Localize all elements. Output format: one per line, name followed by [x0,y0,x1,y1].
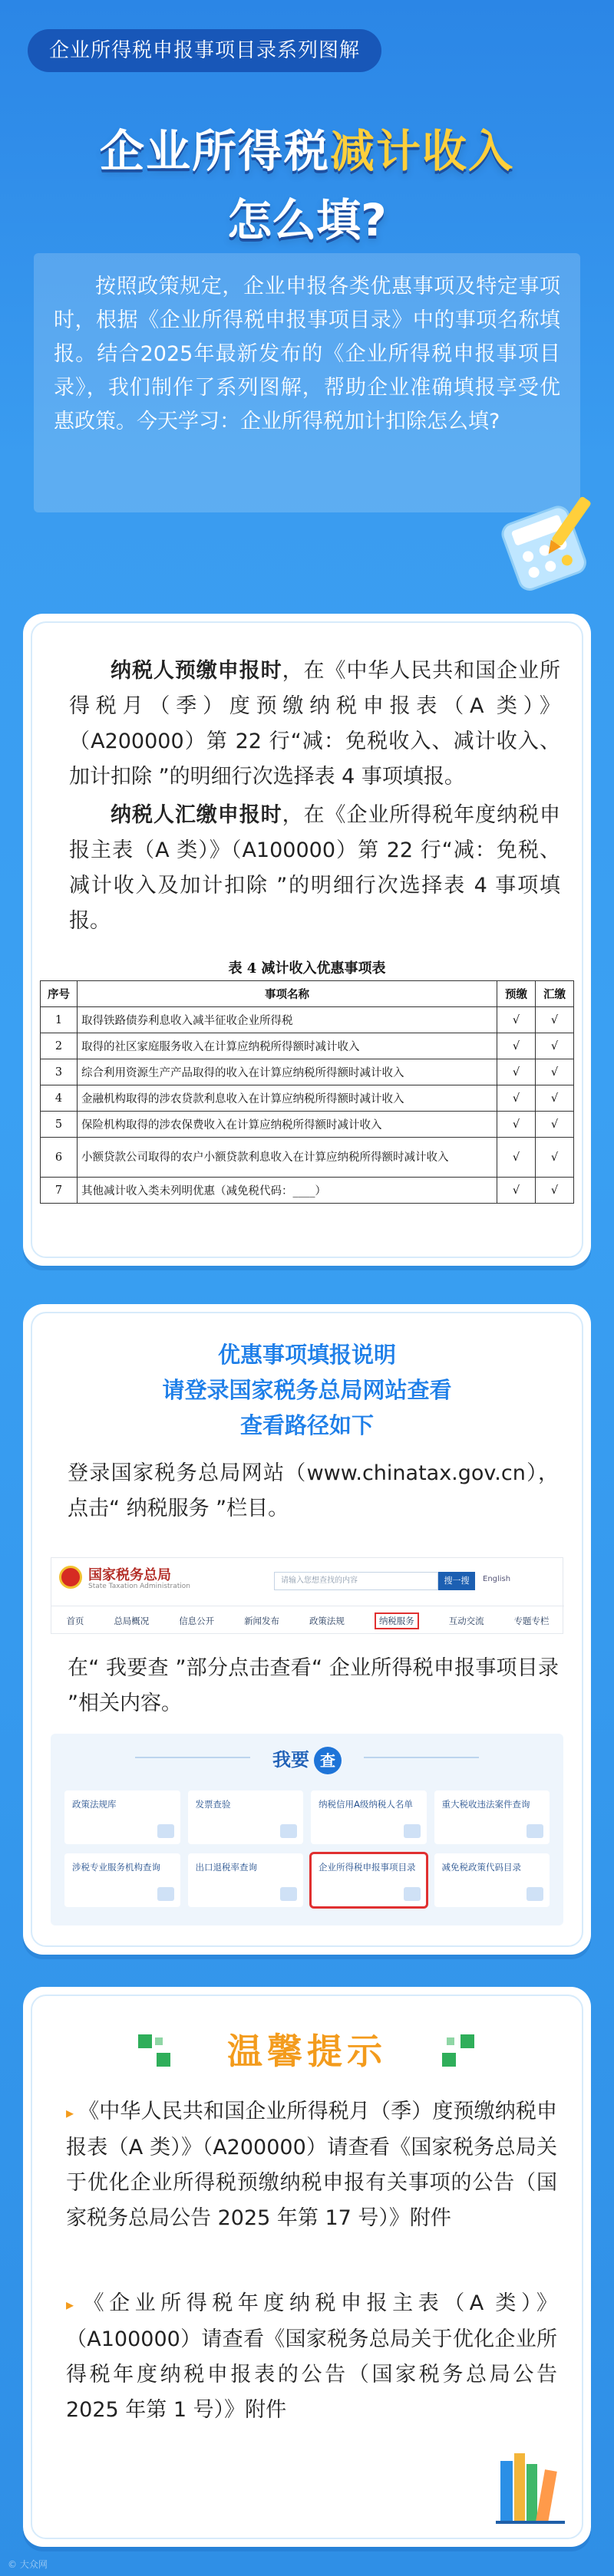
tip-2-text: 《企业所得税年度纳税申报主表（A 类）》（A100000）请查看《国家税务总局关于优化企业所得税年度纳税申报表的公告（国家税务总局公告 2025 年第 1 号）》附件 [66,2291,557,2422]
nav-news[interactable]: 新闻发布 [244,1615,280,1626]
nav-overview[interactable]: 总局概况 [114,1615,150,1626]
query-item[interactable] [434,1790,550,1844]
row-annual: √ [536,1085,574,1112]
row-no: 4 [41,1085,78,1112]
website-screenshot [51,1557,563,1634]
prepay-paragraph [69,654,560,795]
query-panel [51,1734,563,1925]
row-prepay: √ [497,1178,536,1204]
instructions-path-title: 查看路径如下 [239,1412,374,1438]
document-icon [527,1887,543,1901]
tip-1 [66,2094,557,2236]
query-item-label: 纳税信用A级纳税人名单 [319,1799,413,1810]
instructions-subtitle: 请登录国家税务总局网站查看 [162,1377,452,1403]
query-item[interactable] [311,1790,427,1844]
table-row [41,1033,574,1059]
row-no: 7 [41,1178,78,1204]
row-no: 3 [41,1059,78,1085]
query-item-highlighted[interactable] [311,1853,427,1907]
instructions-card [23,1304,591,1955]
query-panel-title [51,1744,563,1774]
table-title: 表 4 减计收入优惠事项表 [228,960,386,977]
document-icon [404,1887,421,1901]
site-language-link[interactable]: English [483,1575,511,1583]
row-prepay: √ [497,1059,536,1085]
query-item[interactable] [188,1853,304,1907]
query-item-label: 重大税收违法案件查询 [441,1799,530,1810]
nav-tax-service[interactable]: 纳税服务 [375,1612,419,1629]
tips-card [23,1987,591,2547]
annual-text: ，在《企业所得税年度纳税申报主表（A 类）》（A100000）第 22 行“减：免税、减计收入及加计扣除 ”的明细行次选择表 4 事项填报。 [69,803,561,933]
query-badge: 查 [314,1747,342,1774]
row-name: 取得的社区家庭服务收入在计算应纳税所得额时减计收入 [78,1033,497,1059]
document-icon [527,1824,543,1838]
row-annual: √ [536,1112,574,1138]
tip-1-text: 《中华人民共和国企业所得税月（季）度预缴纳税申报表（A 类）》（A200000）请查看《国家税务总局关于优化企业所得税预缴纳税申报有关事项的公告（国家税务总局公告 2025 年第 17 号）》附件 [66,2100,557,2230]
arrow-icon: ▸ [66,2103,74,2122]
national-emblem-icon [59,1566,82,1589]
nav-special[interactable]: 专题专栏 [513,1615,550,1626]
col-annual: 汇缴 [536,981,574,1007]
row-no: 6 [41,1138,78,1178]
document-icon [404,1824,421,1838]
site-subtitle: State Taxation Administration [88,1583,191,1590]
site-search-input[interactable]: 请输入您想查找的内容 [274,1572,438,1590]
query-item[interactable] [64,1790,180,1844]
row-name: 金融机构取得的涉农贷款利息收入在计算应纳税所得额时减计收入 [78,1085,497,1112]
series-tag: 企业所得税申报事项目录系列图解 [28,29,381,72]
document-icon [280,1887,297,1901]
query-item[interactable] [64,1853,180,1907]
row-no: 1 [41,1007,78,1033]
title-highlight: 减计收入 [330,125,515,177]
reduction-items-table [40,980,574,1204]
table-row [41,1178,574,1204]
site-header [51,1558,564,1606]
query-item-label: 政策法规库 [72,1799,117,1810]
header [0,0,614,552]
tip-2 [66,2286,557,2428]
decorative-squares-icon [442,2034,476,2068]
query-item-label: 企业所得税申报事项目录 [319,1862,416,1873]
row-annual: √ [536,1059,574,1085]
page-title-line2: 怎么填? [227,194,387,246]
table-row [41,1138,574,1178]
site-nav [51,1606,564,1635]
footer-watermark: © 大众网 [8,2559,48,2570]
books-icon [496,2447,565,2524]
query-item-label: 涉税专业服务机构查询 [72,1862,160,1873]
query-item[interactable] [188,1790,304,1844]
document-icon [280,1824,297,1838]
col-prepay: 预缴 [497,981,536,1007]
prepay-text: ，在《中华人民共和国企业所得税月（季）度预缴纳税申报表（A 类）》（A200000）第 22 行“减：免税收入、减计收入、加计扣除 ”的明细行次选择表 4 事项填报。 [69,659,561,789]
prepay-label: 纳税人预缴申报时 [111,659,282,683]
row-prepay: √ [497,1007,536,1033]
row-prepay: √ [497,1112,536,1138]
col-no: 序号 [41,981,78,1007]
title-part1: 企业所得税 [99,125,330,177]
table-row [41,1007,574,1033]
instructions-title: 优惠事项填报说明 [217,1342,396,1368]
tips-title: 温馨提示 [227,2031,387,2072]
site-name: 国家税务总局 [88,1567,171,1583]
annual-label: 纳税人汇缴申报时 [111,803,282,827]
query-item-label: 发票查验 [195,1799,231,1810]
annual-paragraph [69,798,560,939]
row-annual: √ [536,1178,574,1204]
site-search-button[interactable]: 搜一搜 [438,1572,475,1590]
row-name: 保险机构取得的涉农保费收入在计算应纳税所得额时减计收入 [78,1112,497,1138]
row-name: 综合利用资源生产产品取得的收入在计算应纳税所得额时减计收入 [78,1059,497,1085]
query-item-label: 出口退税率查询 [195,1862,257,1873]
table-row [41,1085,574,1112]
table-row [41,1112,574,1138]
col-name: 事项名称 [78,981,497,1007]
declaration-card [23,614,591,1266]
query-title-text: 我要 [272,1749,309,1771]
row-prepay: √ [497,1138,536,1178]
document-icon [157,1824,174,1838]
nav-policy[interactable]: 政策法规 [309,1615,345,1626]
row-name: 小额贷款公司取得的农户小额贷款利息收入在计算应纳税所得额时减计收入 [78,1138,497,1178]
intro-text: 按照政策规定，企业申报各类优惠事项及特定事项时，根据《企业所得税申报事项目录》中的事项名称填报。结合2025年最新发布的《企业所得税申报事项目录》，我们制作了系列图解，帮助企业准确填报享受优惠政策。今天学习：企业所得税加计扣除怎么填? [34,253,580,512]
nav-info[interactable]: 信息公开 [179,1615,215,1626]
row-name: 其他减计收入类未列明优惠（减免税代码：____） [78,1178,497,1204]
row-annual: √ [536,1007,574,1033]
row-prepay: √ [497,1085,536,1112]
step1-text: 登录国家税务总局网站（www.chinatax.gov.cn），点击“ 纳税服务 ”栏目。 [68,1461,559,1520]
nav-interaction[interactable]: 互动交流 [448,1615,484,1626]
row-prepay: √ [497,1033,536,1059]
table-header-row [41,981,574,1007]
nav-home[interactable]: 首页 [66,1615,84,1626]
query-grid [64,1790,550,1907]
query-item[interactable] [434,1853,550,1907]
query-item-label: 减免税政策代码目录 [441,1862,521,1873]
row-no: 5 [41,1112,78,1138]
document-icon [157,1887,174,1901]
table-row [41,1059,574,1085]
arrow-icon: ▸ [66,2295,74,2314]
step2-text: 在“ 我要查 ”部分点击查看“ 企业所得税申报事项目录 ”相关内容。 [68,1656,559,1715]
page-title [0,115,614,180]
row-annual: √ [536,1138,574,1178]
row-name: 取得铁路债券利息收入减半征收企业所得税 [78,1007,497,1033]
calculator-icon [485,491,600,598]
row-no: 2 [41,1033,78,1059]
row-annual: √ [536,1033,574,1059]
